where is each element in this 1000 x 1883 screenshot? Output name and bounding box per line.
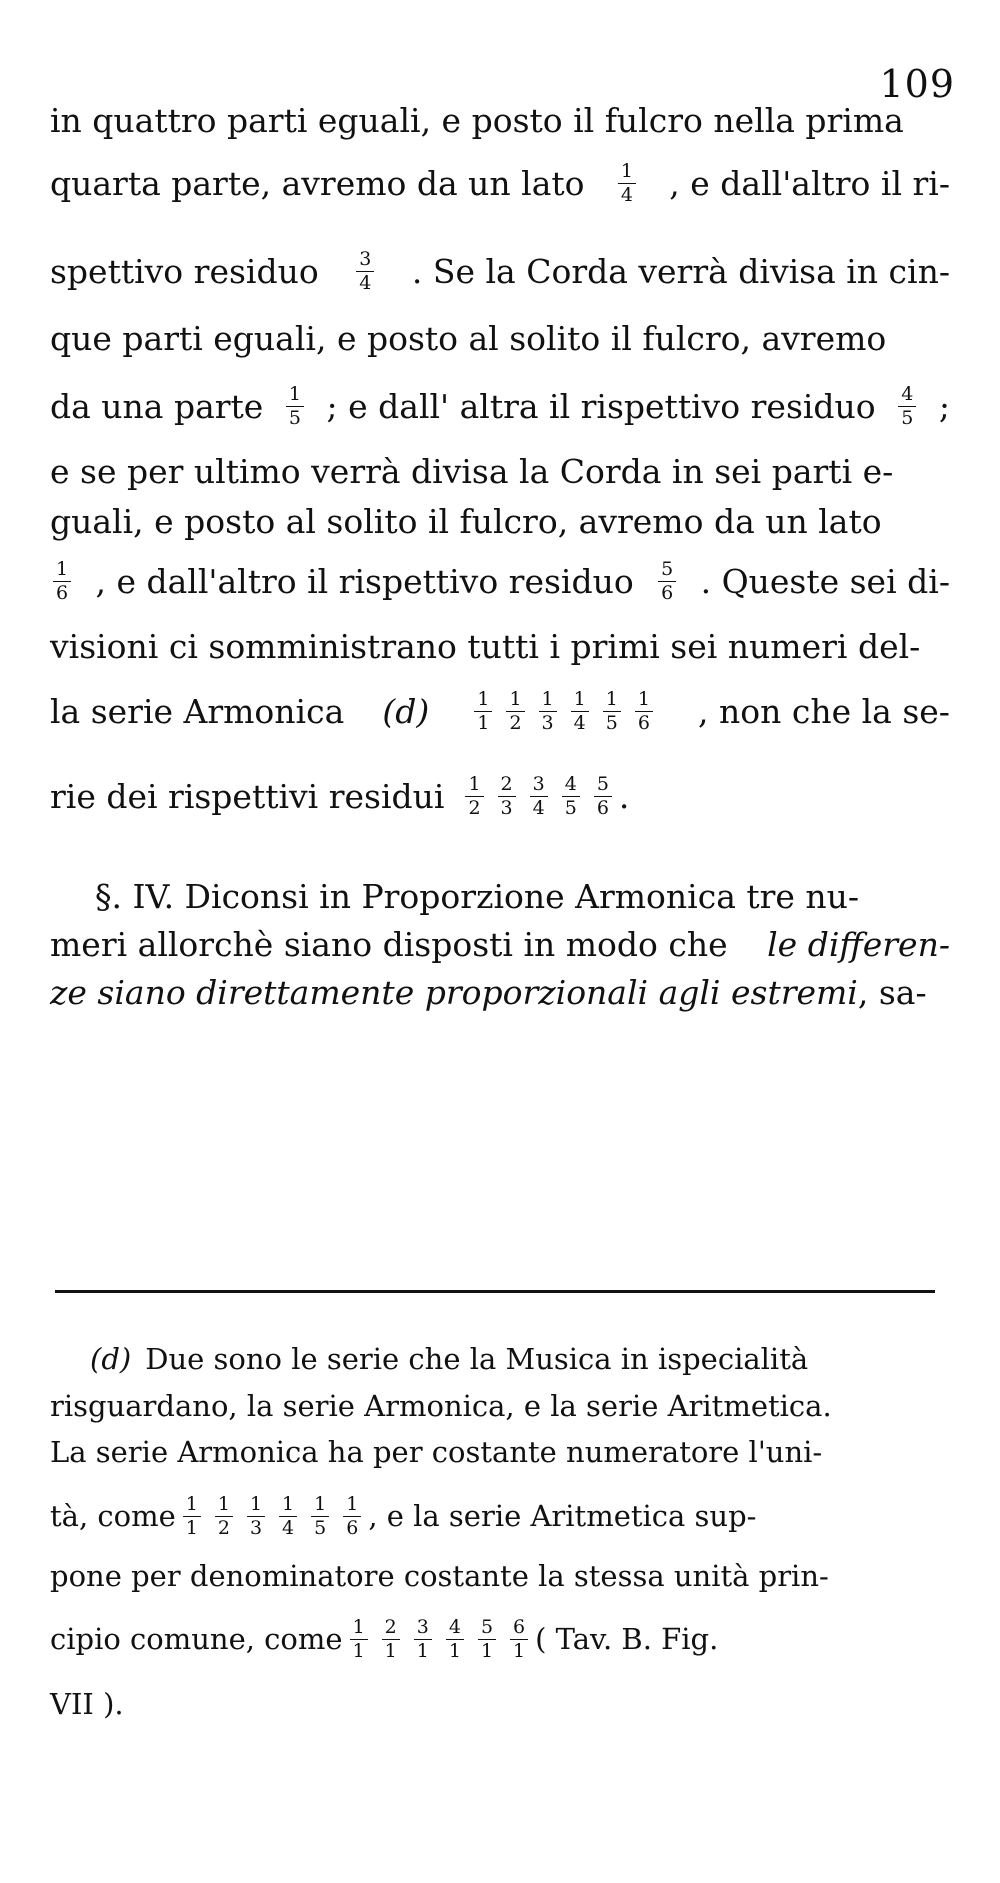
- line-text: , non che la se-: [698, 692, 950, 731]
- text-line: [50, 101, 950, 140]
- footnote-ref: (d): [382, 692, 430, 731]
- line-text: , e la serie Aritmetica sup-: [368, 1499, 757, 1533]
- text-line: [50, 775, 950, 818]
- fraction: $\frac{1}{1}$: [350, 1618, 368, 1661]
- footnote-line: [50, 1435, 950, 1469]
- line-text: . Queste sei di-: [700, 562, 950, 601]
- fraction: $\frac{1}{5}$: [603, 690, 621, 733]
- fraction: $\frac{1}{2}$: [465, 775, 483, 818]
- fraction: $\frac{6}{1}$: [510, 1618, 528, 1661]
- fraction: $\frac{1}{1}$: [474, 690, 492, 733]
- line-text: risguardano, la serie Armonica, e la serie Aritmetica.: [50, 1389, 832, 1423]
- fraction: $\frac{1}{5}$: [311, 1495, 329, 1538]
- fraction: $\frac{1}{6}$: [635, 690, 653, 733]
- fraction: $\frac{1}{4}$: [571, 690, 589, 733]
- footnote-ref: (d): [90, 1342, 132, 1376]
- fraction: $\frac{1}{2}$: [506, 690, 524, 733]
- line-text: ; e dall' altra il rispettivo residuo: [326, 387, 876, 426]
- text-line: [50, 627, 950, 666]
- line-text: rie dei rispettivi residui: [50, 777, 445, 816]
- fraction: $\frac{2}{3}$: [498, 775, 516, 818]
- fraction: $\frac{2}{1}$: [382, 1618, 400, 1661]
- line-text: guali, e posto al solito il fulcro, avremo da un lato: [50, 502, 882, 541]
- line-text: .: [618, 777, 630, 816]
- footnote-line: [90, 1342, 950, 1376]
- line-text: , sa-: [857, 973, 927, 1012]
- footnote-line: [50, 1389, 950, 1423]
- fraction: $\frac{1}{4}$: [618, 162, 636, 205]
- harmonic-series: [180, 1495, 365, 1538]
- fraction: $\frac{4}{1}$: [446, 1618, 464, 1661]
- footnote-line: [50, 1495, 950, 1538]
- fraction: $\frac{5}{6}$: [594, 775, 612, 818]
- footnote-line: [50, 1559, 950, 1593]
- italic-text: ze siano direttamente proporzionali agli estremi: [50, 973, 858, 1012]
- footnote-rule: [55, 1290, 935, 1293]
- line-text: la serie Armonica: [50, 692, 345, 731]
- line-text: VII ).: [50, 1687, 124, 1721]
- line-text: e se per ultimo verrà divisa la Corda in sei parti e-: [50, 452, 894, 491]
- text-line: [50, 973, 950, 1012]
- fraction: $\frac{1}{5}$: [286, 385, 304, 428]
- line-text: in quattro parti eguali, e posto il fulcro nella prima: [50, 101, 904, 140]
- fraction: $\frac{4}{5}$: [898, 385, 916, 428]
- fraction: $\frac{1}{4}$: [279, 1495, 297, 1538]
- fraction: $\frac{1}{2}$: [215, 1495, 233, 1538]
- line-text: tà, come: [50, 1499, 176, 1533]
- line-text: , e dall'altro il rispettivo residuo: [95, 562, 634, 601]
- fraction: $\frac{1}{6}$: [53, 560, 71, 603]
- line-text: da una parte: [50, 387, 264, 426]
- line-text: ;: [938, 387, 950, 426]
- line-text: cipio comune, come: [50, 1622, 343, 1656]
- fraction: $\frac{1}{3}$: [247, 1495, 265, 1538]
- text-line: [50, 385, 950, 428]
- text-line: [50, 502, 950, 541]
- page-number: 109: [879, 62, 955, 106]
- line-text: , e dall'altro il ri-: [669, 164, 950, 203]
- harmonic-series: [471, 690, 656, 733]
- fraction: $\frac{1}{3}$: [539, 690, 557, 733]
- fraction: $\frac{5}{1}$: [478, 1618, 496, 1661]
- line-text: spettivo residuo: [50, 252, 319, 291]
- section-heading-line: [95, 877, 950, 916]
- footnote-line: [50, 1618, 950, 1661]
- text-line: [50, 925, 950, 964]
- fraction: $\frac{3}{1}$: [414, 1618, 432, 1661]
- line-text: que parti eguali, e posto al solito il fulcro, avremo: [50, 319, 887, 358]
- line-text: . Se la Corda verrà divisa in cin-: [411, 252, 950, 291]
- fraction: $\frac{1}{6}$: [343, 1495, 361, 1538]
- line-text: meri allorchè siano disposti in modo che: [50, 925, 728, 964]
- text-line: [50, 690, 950, 733]
- arithmetic-series: [347, 1618, 532, 1661]
- italic-text: le differen-: [767, 925, 950, 964]
- fraction: $\frac{5}{6}$: [658, 560, 676, 603]
- fraction: $\frac{4}{5}$: [562, 775, 580, 818]
- text-line: [50, 319, 950, 358]
- line-text: La serie Armonica ha per costante numeratore l'uni-: [50, 1435, 823, 1469]
- line-text: §. IV. Diconsi in Proporzione Armonica tre nu-: [95, 877, 860, 916]
- text-line: [50, 162, 950, 205]
- text-line: [50, 560, 950, 603]
- line-text: Due sono le serie che la Musica in ispecialità: [145, 1342, 809, 1376]
- footnote-line: [50, 1687, 950, 1721]
- text-line: [50, 452, 950, 491]
- residue-series: [462, 775, 614, 818]
- fraction: $\frac{3}{4}$: [356, 250, 374, 293]
- text-line: [50, 250, 950, 293]
- line-text: pone per denominatore costante la stessa unità prin-: [50, 1559, 829, 1593]
- fraction: $\frac{3}{4}$: [530, 775, 548, 818]
- fraction: $\frac{1}{1}$: [183, 1495, 201, 1538]
- line-text: ( Tav. B. Fig.: [535, 1622, 719, 1656]
- line-text: quarta parte, avremo da un lato: [50, 164, 585, 203]
- line-text: visioni ci somministrano tutti i primi sei numeri del-: [50, 627, 921, 666]
